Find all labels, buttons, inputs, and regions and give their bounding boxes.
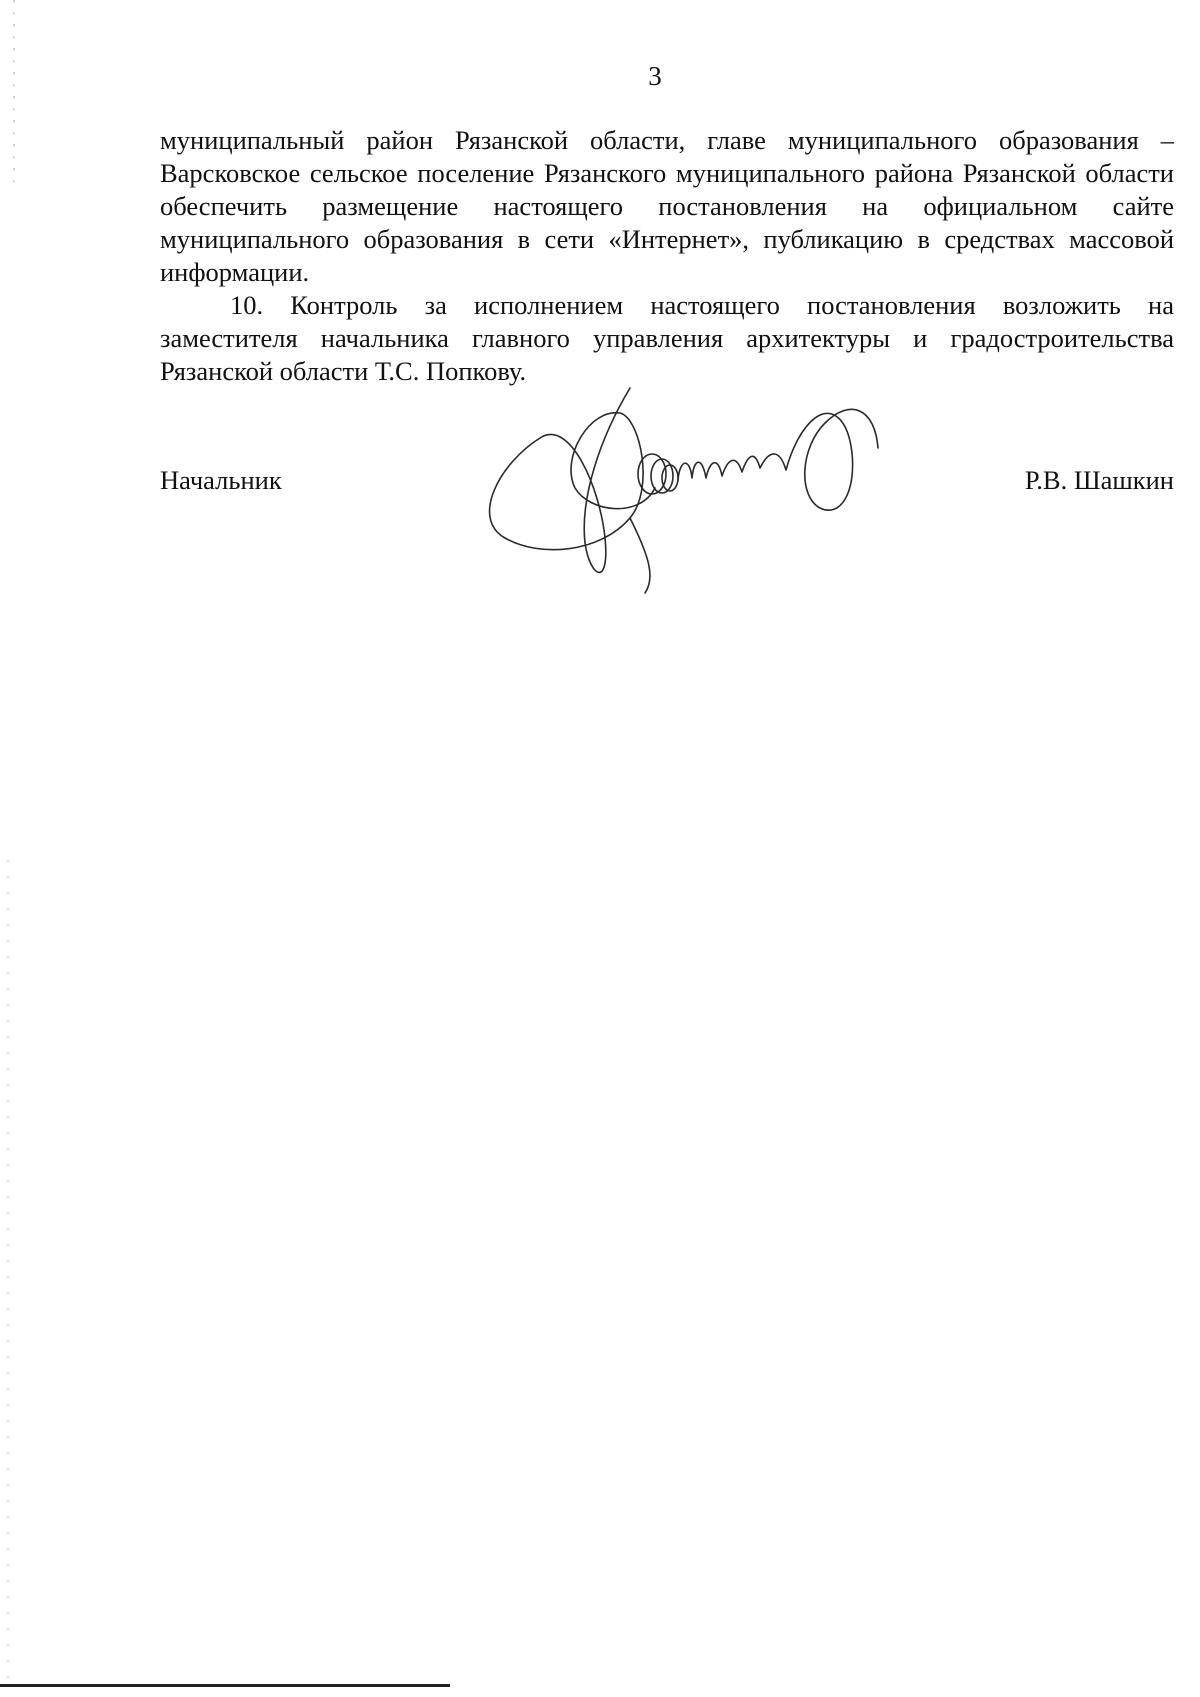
scan-edge-marks bbox=[0, 0, 40, 1697]
signatory-name: Р.В. Шашкин bbox=[1024, 465, 1174, 495]
paragraph-item-10: 10. Контроль за исполнением настоящего постановления возложить на заместителя начальника главного управления архитектуры и градостроительства Рязанской области Т.С. Попкову. bbox=[160, 290, 1174, 386]
document-body bbox=[160, 124, 1174, 388]
handwritten-signature bbox=[480, 378, 920, 598]
page-number: 3 bbox=[648, 61, 662, 91]
bottom-rule bbox=[0, 1684, 450, 1687]
signatory-title: Начальник bbox=[160, 465, 282, 495]
paragraph-continuation: муниципальный район Рязанской области, главе муниципального образования – Варсковское сельское поселение Рязанского муниципального района Рязанской области обеспечить размещение настоящего постановления на официальном сайте муниципального образования в сети «Интернет», публикацию в средствах массовой информации. bbox=[160, 125, 1174, 287]
